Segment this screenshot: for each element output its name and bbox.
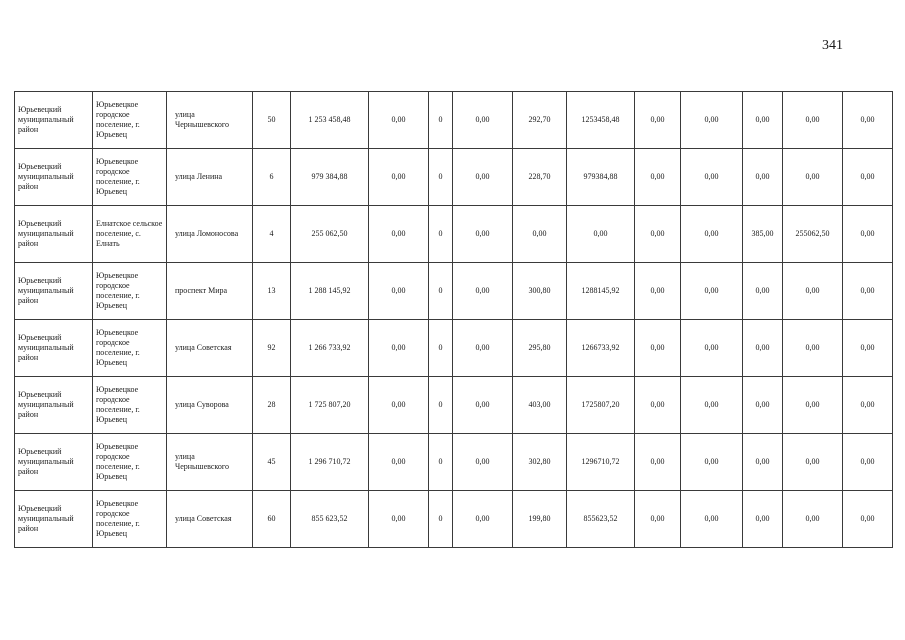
street-cell: проспект Мира bbox=[167, 263, 253, 320]
house-number-cell: 60 bbox=[253, 491, 291, 548]
total-cost-cell: 1 253 458,48 bbox=[291, 92, 369, 149]
table-row bbox=[15, 149, 893, 206]
total-cost-cell: 255 062,50 bbox=[291, 206, 369, 263]
value-cell: 0,00 bbox=[635, 92, 681, 149]
cost-cell: 1253458,48 bbox=[567, 92, 635, 149]
cost-cell: 979384,88 bbox=[567, 149, 635, 206]
area-cell: 228,70 bbox=[513, 149, 567, 206]
area-cell: 300,80 bbox=[513, 263, 567, 320]
value-cell: 0 bbox=[429, 491, 453, 548]
value-cell: 0,00 bbox=[453, 92, 513, 149]
value-cell: 0,00 bbox=[635, 320, 681, 377]
value-cell: 0,00 bbox=[635, 263, 681, 320]
cost-cell: 1266733,92 bbox=[567, 320, 635, 377]
value-cell: 0,00 bbox=[843, 149, 893, 206]
value-cell: 0,00 bbox=[843, 263, 893, 320]
district-cell: Юрьевецкий муниципальный район bbox=[15, 377, 93, 434]
value-cell: 0 bbox=[429, 206, 453, 263]
area-cell: 0,00 bbox=[743, 491, 783, 548]
settlement-cell: Елнатское сельское поселение, с. Елнать bbox=[93, 206, 167, 263]
cost-cell: 1296710,72 bbox=[567, 434, 635, 491]
value-cell: 0,00 bbox=[843, 434, 893, 491]
value-cell: 0,00 bbox=[843, 377, 893, 434]
cost-cell: 0,00 bbox=[783, 92, 843, 149]
area-cell: 199,80 bbox=[513, 491, 567, 548]
value-cell: 0,00 bbox=[453, 434, 513, 491]
value-cell: 0,00 bbox=[681, 206, 743, 263]
settlement-cell: Юрьевецкое городское поселение, г. Юрьевец bbox=[93, 149, 167, 206]
area-cell: 0,00 bbox=[743, 149, 783, 206]
area-cell: 0,00 bbox=[743, 92, 783, 149]
cost-cell: 255062,50 bbox=[783, 206, 843, 263]
total-cost-cell: 1 266 733,92 bbox=[291, 320, 369, 377]
street-cell: улица Советская bbox=[167, 491, 253, 548]
area-cell: 302,80 bbox=[513, 434, 567, 491]
value-cell: 0,00 bbox=[369, 434, 429, 491]
value-cell: 0,00 bbox=[369, 377, 429, 434]
cost-cell: 0,00 bbox=[567, 206, 635, 263]
total-cost-cell: 855 623,52 bbox=[291, 491, 369, 548]
value-cell: 0 bbox=[429, 320, 453, 377]
house-number-cell: 13 bbox=[253, 263, 291, 320]
housing-program-table bbox=[14, 91, 893, 548]
area-cell: 0,00 bbox=[513, 206, 567, 263]
table-row bbox=[15, 263, 893, 320]
district-cell: Юрьевецкий муниципальный район bbox=[15, 149, 93, 206]
cost-cell: 855623,52 bbox=[567, 491, 635, 548]
total-cost-cell: 1 296 710,72 bbox=[291, 434, 369, 491]
street-cell: улица Чернышевского bbox=[167, 434, 253, 491]
value-cell: 0,00 bbox=[681, 263, 743, 320]
district-cell: Юрьевецкий муниципальный район bbox=[15, 434, 93, 491]
area-cell: 0,00 bbox=[743, 434, 783, 491]
total-cost-cell: 1 288 145,92 bbox=[291, 263, 369, 320]
value-cell: 0,00 bbox=[453, 377, 513, 434]
house-number-cell: 6 bbox=[253, 149, 291, 206]
value-cell: 0,00 bbox=[635, 491, 681, 548]
page-number: 341 bbox=[822, 38, 843, 53]
cost-cell: 1725807,20 bbox=[567, 377, 635, 434]
settlement-cell: Юрьевецкое городское поселение, г. Юрьевец bbox=[93, 263, 167, 320]
value-cell: 0,00 bbox=[681, 92, 743, 149]
value-cell: 0,00 bbox=[843, 491, 893, 548]
settlement-cell: Юрьевецкое городское поселение, г. Юрьевец bbox=[93, 320, 167, 377]
value-cell: 0,00 bbox=[843, 206, 893, 263]
table-row bbox=[15, 434, 893, 491]
total-cost-cell: 1 725 807,20 bbox=[291, 377, 369, 434]
value-cell: 0,00 bbox=[369, 263, 429, 320]
settlement-cell: Юрьевецкое городское поселение, г. Юрьевец bbox=[93, 491, 167, 548]
value-cell: 0,00 bbox=[681, 149, 743, 206]
area-cell: 0,00 bbox=[743, 377, 783, 434]
cost-cell: 1288145,92 bbox=[567, 263, 635, 320]
value-cell: 0 bbox=[429, 377, 453, 434]
cost-cell: 0,00 bbox=[783, 263, 843, 320]
district-cell: Юрьевецкий муниципальный район bbox=[15, 320, 93, 377]
value-cell: 0,00 bbox=[369, 149, 429, 206]
district-cell: Юрьевецкий муниципальный район bbox=[15, 491, 93, 548]
area-cell: 403,00 bbox=[513, 377, 567, 434]
cost-cell: 0,00 bbox=[783, 434, 843, 491]
district-cell: Юрьевецкий муниципальный район bbox=[15, 206, 93, 263]
table-row bbox=[15, 377, 893, 434]
value-cell: 0,00 bbox=[843, 320, 893, 377]
value-cell: 0,00 bbox=[369, 206, 429, 263]
house-number-cell: 28 bbox=[253, 377, 291, 434]
value-cell: 0 bbox=[429, 92, 453, 149]
settlement-cell: Юрьевецкое городское поселение, г. Юрьевец bbox=[93, 92, 167, 149]
value-cell: 0,00 bbox=[635, 206, 681, 263]
house-number-cell: 45 bbox=[253, 434, 291, 491]
house-number-cell: 92 bbox=[253, 320, 291, 377]
district-cell: Юрьевецкий муниципальный район bbox=[15, 92, 93, 149]
table-row bbox=[15, 491, 893, 548]
area-cell: 295,80 bbox=[513, 320, 567, 377]
value-cell: 0,00 bbox=[453, 491, 513, 548]
cost-cell: 0,00 bbox=[783, 491, 843, 548]
area-cell: 385,00 bbox=[743, 206, 783, 263]
street-cell: улица Ленина bbox=[167, 149, 253, 206]
value-cell: 0,00 bbox=[635, 149, 681, 206]
value-cell: 0,00 bbox=[453, 206, 513, 263]
total-cost-cell: 979 384,88 bbox=[291, 149, 369, 206]
table-row bbox=[15, 92, 893, 149]
table-row bbox=[15, 320, 893, 377]
street-cell: улица Суворова bbox=[167, 377, 253, 434]
cost-cell: 0,00 bbox=[783, 377, 843, 434]
house-number-cell: 4 bbox=[253, 206, 291, 263]
value-cell: 0,00 bbox=[635, 377, 681, 434]
value-cell: 0 bbox=[429, 434, 453, 491]
value-cell: 0,00 bbox=[681, 491, 743, 548]
value-cell: 0,00 bbox=[681, 320, 743, 377]
area-cell: 0,00 bbox=[743, 320, 783, 377]
area-cell: 292,70 bbox=[513, 92, 567, 149]
settlement-cell: Юрьевецкое городское поселение, г. Юрьевец bbox=[93, 377, 167, 434]
value-cell: 0,00 bbox=[453, 263, 513, 320]
street-cell: улица Советская bbox=[167, 320, 253, 377]
value-cell: 0,00 bbox=[453, 320, 513, 377]
street-cell: улица Ломоносова bbox=[167, 206, 253, 263]
cost-cell: 0,00 bbox=[783, 149, 843, 206]
value-cell: 0,00 bbox=[681, 377, 743, 434]
table-row bbox=[15, 206, 893, 263]
value-cell: 0,00 bbox=[453, 149, 513, 206]
value-cell: 0,00 bbox=[635, 434, 681, 491]
value-cell: 0,00 bbox=[369, 320, 429, 377]
area-cell: 0,00 bbox=[743, 263, 783, 320]
value-cell: 0 bbox=[429, 263, 453, 320]
house-number-cell: 50 bbox=[253, 92, 291, 149]
district-cell: Юрьевецкий муниципальный район bbox=[15, 263, 93, 320]
value-cell: 0,00 bbox=[369, 491, 429, 548]
value-cell: 0,00 bbox=[681, 434, 743, 491]
value-cell: 0,00 bbox=[843, 92, 893, 149]
settlement-cell: Юрьевецкое городское поселение, г. Юрьевец bbox=[93, 434, 167, 491]
value-cell: 0 bbox=[429, 149, 453, 206]
cost-cell: 0,00 bbox=[783, 320, 843, 377]
value-cell: 0,00 bbox=[369, 92, 429, 149]
street-cell: улица Чернышевского bbox=[167, 92, 253, 149]
